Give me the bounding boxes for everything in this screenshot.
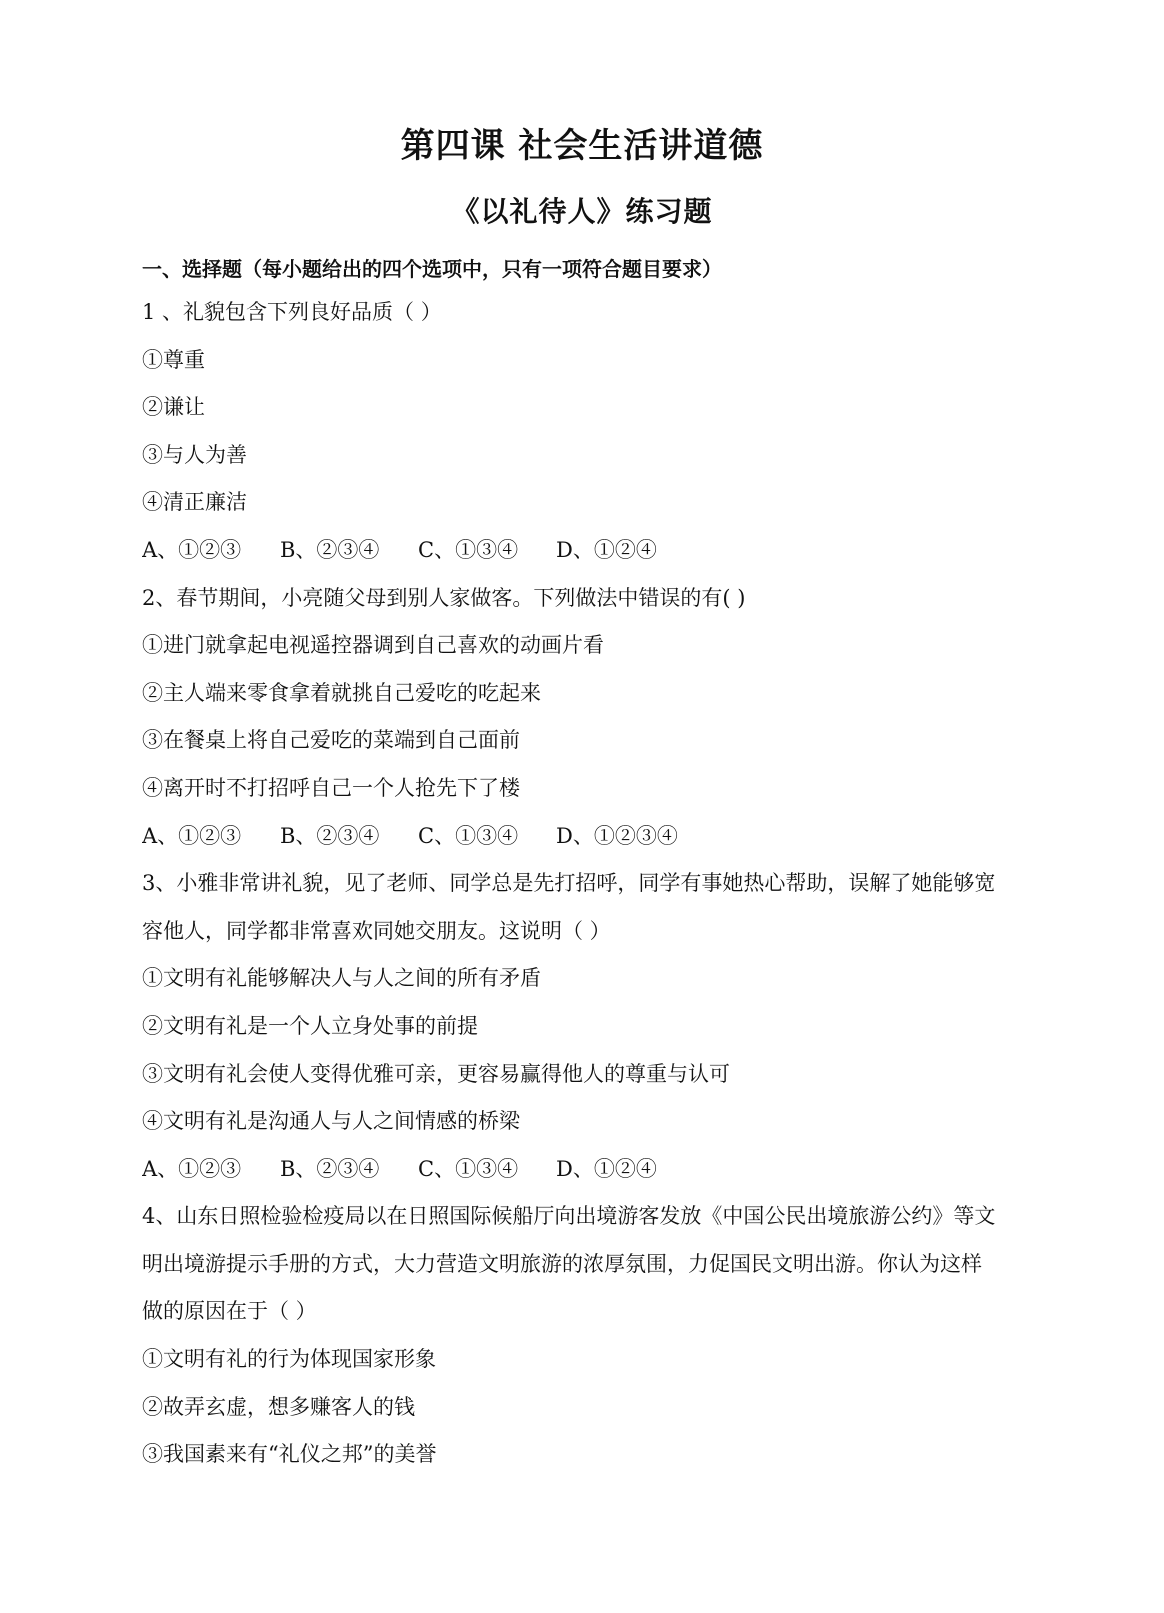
statement-option: ③在餐桌上将自己爱吃的菜端到自己面前 (142, 728, 520, 753)
question-stem: 容他人，同学都非常喜欢同她交朋友。这说明（ ） (142, 918, 611, 943)
statement-option: ①文明有礼能够解决人与人之间的所有矛盾 (142, 966, 541, 991)
question-stem: 1 、礼貌包含下列良好品质（ ） (142, 300, 442, 324)
question-stem: 做的原因在于（ ） (142, 1299, 317, 1324)
statement-option: ③文明有礼会使人变得优雅可亲，更容易赢得他人的尊重与认可 (142, 1061, 730, 1086)
answer-choice-d: D、①②④ (556, 1156, 657, 1181)
document-subtitle: 《以礼待人》练习题 (451, 195, 713, 228)
answer-choice-a: A、①②③ (142, 537, 242, 562)
question-stem: 4、山东日照检验检疫局以在日照国际候船厅向出境游客发放《中国公民出境旅游公约》等文 (142, 1204, 996, 1229)
answer-choices (142, 820, 1022, 868)
section-heading: 一、选择题（每小题给出的四个选项中，只有一项符合题目要求） (142, 257, 722, 281)
statement-option: ①进门就拿起电视遥控器调到自己喜欢的动画片看 (142, 633, 604, 658)
statement-option: ①尊重 (142, 347, 205, 372)
statement-option: ②文明有礼是一个人立身处事的前提 (142, 1013, 478, 1038)
statement-option: ②主人端来零食拿着就挑自己爱吃的吃起来 (142, 680, 541, 705)
question-stem: 2、春节期间，小亮随父母到别人家做客。下列做法中错误的有( ) (142, 585, 746, 610)
statement-option: ④离开时不打招呼自己一个人抢先下了楼 (142, 775, 520, 800)
answer-choice-d: D、①②③④ (556, 823, 678, 848)
answer-choice-c: C、①③④ (418, 1156, 519, 1181)
statement-option: ②谦让 (142, 395, 205, 420)
answer-choice-c: C、①③④ (418, 823, 519, 848)
answer-choice-b: B、②③④ (280, 823, 380, 848)
answer-choice-a: A、①②③ (142, 1156, 242, 1181)
answer-choice-d: D、①②④ (556, 537, 657, 562)
answer-choice-a: A、①②③ (142, 823, 242, 848)
question-stem: 明出境游提示手册的方式，大力营造文明旅游的浓厚氛围，力促国民文明出游。你认为这样 (142, 1251, 982, 1276)
question-3 (142, 867, 1022, 1200)
answer-choice-c: C、①③④ (418, 537, 519, 562)
question-2 (142, 582, 1022, 868)
answer-choices (142, 1153, 1022, 1201)
statement-option: ②故弄玄虚，想多赚客人的钱 (142, 1394, 415, 1419)
statement-option: ④清正廉洁 (142, 490, 247, 515)
answer-choice-b: B、②③④ (280, 537, 380, 562)
question-1 (142, 296, 1022, 582)
question-stem: 3、小雅非常讲礼貌，见了老师、同学总是先打招呼，同学有事她热心帮助，误解了她能够宽 (142, 871, 996, 896)
answer-choices (142, 534, 1022, 582)
statement-option: ①文明有礼的行为体现国家形象 (142, 1347, 436, 1372)
statement-option: ④文明有礼是沟通人与人之间情感的桥梁 (142, 1109, 520, 1134)
question-4 (142, 1200, 1022, 1486)
document-title: 第四课 社会生活讲道德 (400, 126, 764, 166)
statement-option: ③与人为善 (142, 442, 247, 467)
answer-choice-b: B、②③④ (280, 1156, 380, 1181)
statement-option: ③我国素来有“礼仪之邦”的美誉 (142, 1442, 437, 1467)
question-list (142, 296, 1022, 1486)
